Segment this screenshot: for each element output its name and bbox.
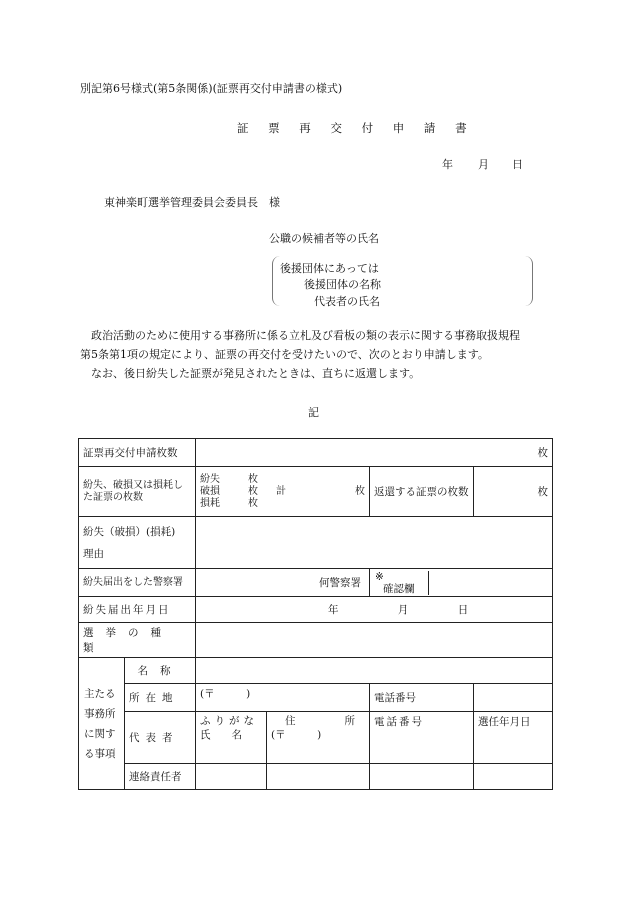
label-representative: 代表者 [125, 712, 196, 764]
label-contact-person: 連絡責任者 [125, 764, 196, 790]
label-rep-name: ふりがな 氏 名 [196, 712, 267, 764]
input-reissue-count[interactable]: 枚 [196, 439, 553, 467]
input-contact-phone[interactable] [370, 764, 474, 790]
label-office-name: 名称 [125, 658, 196, 684]
ki-label: 記 [308, 406, 319, 419]
date-year: 年 [442, 158, 453, 171]
input-contact-address[interactable] [267, 764, 370, 790]
support-org-line2: 後援団体の名称 [304, 278, 381, 291]
label-main-office: 主たる事務所に関する事項 [79, 658, 125, 790]
input-office-name[interactable] [196, 658, 553, 684]
input-lost-breakdown[interactable]: 紛失 枚 破損 枚 損耗 枚 計 枚 [196, 467, 370, 517]
input-police-station[interactable]: 何警察署 [196, 569, 370, 597]
body-paragraph-1: 政治活動のために使用する事務所に係る立札及び看板の類の表示に関する事務取扱規程 第5条第1項の規定により、証票の再交付を受けたいので、次のとおり申請します。 なお、後日紛失した証票が発見されたときは、直ちに返還します。 [80, 329, 520, 380]
label-rep-phone: 電話番号 [370, 712, 474, 764]
input-office-phone[interactable] [474, 684, 553, 712]
label-election-type: 選挙の種類 [79, 623, 196, 658]
date-day: 日 [512, 158, 523, 171]
label-loss-reason: 紛失（破損）(損耗) 理由 [79, 517, 196, 569]
form-header: 別記第6号様式(第5条関係)(証票再交付申請書の様式) [80, 82, 343, 95]
label-report-date: 紛失届出年月日 [79, 597, 196, 623]
label-return-count: 返還する証票の枚数 [370, 467, 474, 517]
label-reissue-count: 証票再交付申請枚数 [79, 439, 196, 467]
input-report-date[interactable]: 年 月 日 [196, 597, 553, 623]
label-lost-count: 紛失、破損又は損耗した証票の枚数 [79, 467, 196, 517]
label-appointed-date: 選任年月日 [474, 712, 553, 764]
label-police-station: 紛失届出をした警察署 [79, 569, 196, 597]
input-election-type[interactable] [196, 623, 553, 658]
addressee: 東神楽町選挙管理委員会委員長 様 [104, 196, 280, 209]
input-contact-name[interactable] [196, 764, 267, 790]
input-office-location[interactable]: (〒 ) [196, 684, 370, 712]
label-office-phone: 電話番号 [370, 684, 474, 712]
application-table [78, 438, 553, 790]
document-title: 証 票 再 交 付 申 請 書 [237, 121, 475, 135]
label-rep-address: 住 所 (〒 ) [267, 712, 370, 764]
label-office-location: 所在地 [125, 684, 196, 712]
input-loss-reason[interactable] [196, 517, 553, 569]
input-return-count[interactable]: 枚 [474, 467, 553, 517]
date-month: 月 [478, 158, 489, 171]
right-bracket [524, 256, 533, 306]
confirm-cell: ※ 確認欄 [370, 569, 553, 597]
support-org-line1: 後援団体にあっては [280, 262, 379, 275]
support-org-line3: 代表者の氏名 [314, 295, 380, 308]
candidate-name-label: 公職の候補者等の氏名 [269, 232, 379, 245]
input-contact-date[interactable] [474, 764, 553, 790]
